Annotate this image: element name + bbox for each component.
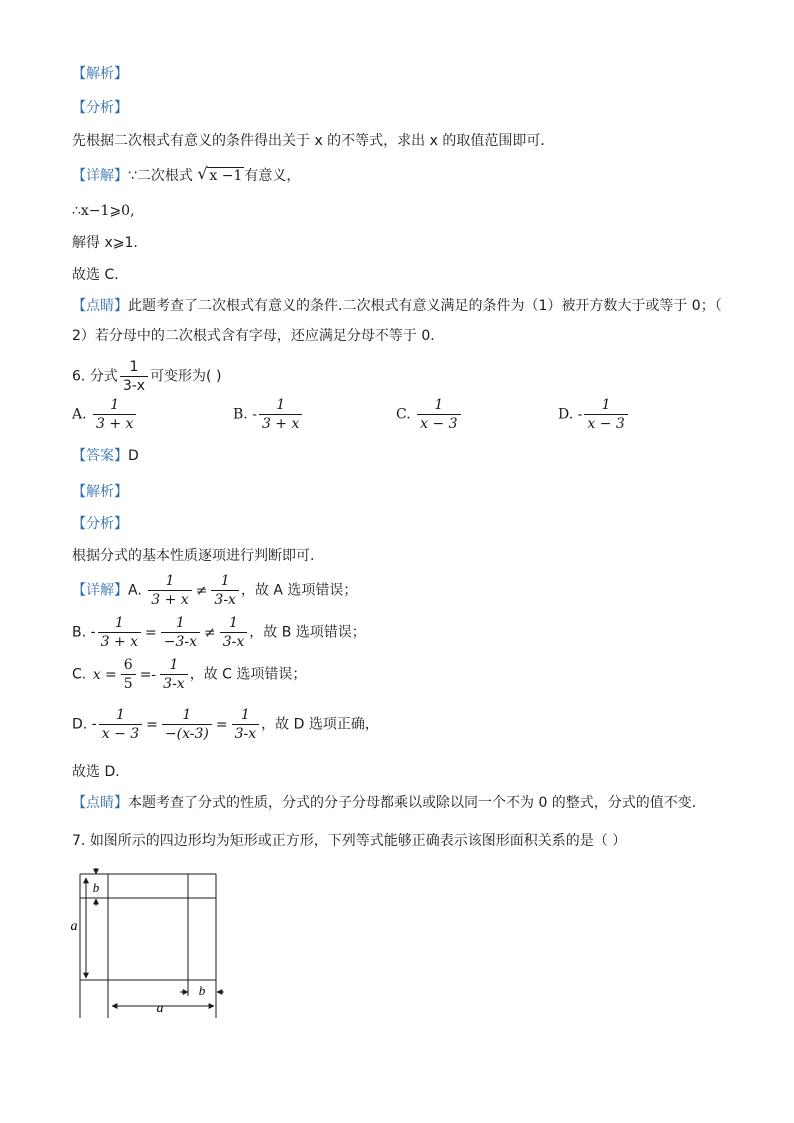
q5-xiangjie-line [72, 166, 300, 186]
q6-detail-c: C. x = $\frac{6}{5}$ =- $\frac{1}{3-x}$ ，故 C 选项错误； [72, 657, 307, 692]
q6-stem-fraction: $\frac{1}{3-x}$ [120, 358, 148, 395]
q6-answer-line [72, 446, 139, 466]
q5-dianjing-text1: 此题考查了二次根式有意义的条件.二次根式有意义满足的条件为（1）被开方数大于或等于 0；（ [128, 298, 722, 314]
q6-stem-post: 可变形为( ) [150, 368, 222, 385]
q6-dianjing-line [72, 793, 706, 813]
option-fraction: $\frac{1}{x - 3}$ [584, 396, 627, 433]
q6-daan-label: 【答案】 [72, 448, 128, 464]
q6-option-c: C. $\frac{1}{x - 3}$ [396, 396, 463, 433]
q6-stem-pre: 分式 [89, 368, 118, 385]
q6-dianjing-text: 本题考查了分式的性质，分式的分子分母都乘以或除以同一个不为 0 的整式，分式的值不变． [128, 795, 706, 811]
q6-stem [72, 358, 221, 395]
label-b-right: b [198, 983, 206, 998]
label-a-bottom: a [156, 1001, 164, 1016]
q6-option-a: A. $\frac{1}{3 + x}$ [72, 396, 138, 433]
q5-jiexi-label: 【解析】 [72, 66, 128, 82]
q5-dianjing-label: 【点睛】 [72, 298, 128, 314]
q6-detail-b: B. - $\frac{1}{3 + x}$ = $\frac{1}{-3-x}$ ≠ $\frac{1}{3-x}$ ，故 B 选项错误； [72, 615, 366, 650]
q5-step2: 解得 x⩾1. [72, 235, 138, 251]
option-fraction: $\frac{1}{3 + x}$ [259, 396, 302, 433]
q6-option-b: B. - $\frac{1}{3 + x}$ [233, 396, 304, 433]
q5-step3: 故选 C. [72, 267, 119, 283]
q5-step1: ∴x−1⩾0, [72, 203, 135, 219]
q7-stem [72, 831, 626, 851]
q5-xiangjie-pre: ∵二次根式 [128, 168, 193, 184]
q6-fenxi-text: 根据分式的基本性质逐项进行判断即可. [72, 548, 315, 564]
q6-fenxi-label: 【分析】 [72, 516, 128, 532]
q6-guxuan: 故选 D. [72, 764, 120, 780]
q6-jiexi-label: 【解析】 [72, 484, 128, 500]
q6-detail-d: D. - $\frac{1}{x - 3}$ = $\frac{1}{-(x-3)}$ = $\frac{1}{3-x}$ ，故 D 选项正确， [72, 707, 379, 742]
q5-xiangjie-label: 【详解】 [72, 168, 128, 184]
label-a-left: a [70, 919, 78, 934]
sqrt-expression: √ x −1 [197, 164, 243, 184]
q6-number: 6. [72, 368, 86, 385]
q5-dianjing-line [72, 296, 722, 316]
option-fraction: $\frac{1}{x - 3}$ [417, 396, 460, 433]
q6-answer-value: D [128, 448, 139, 464]
q6-option-d: D. - $\frac{1}{x - 3}$ [558, 396, 630, 433]
q7-number: 7. [72, 833, 86, 849]
q6-dianjing-label: 【点睛】 [72, 795, 128, 811]
label-b-top: b [92, 880, 100, 895]
q5-dianjing-text2: 2）若分母中的二次根式含有字母，还应满足分母不等于 0. [72, 328, 435, 344]
q6-detail-a: 【详解】A. $\frac{1}{3 + x}$ ≠ $\frac{1}{3-x}$ ，故 A 选项错误； [72, 573, 358, 608]
q5-xiangjie-post: 有意义， [244, 168, 301, 184]
q5-fenxi-label: 【分析】 [72, 100, 128, 116]
q7-stem-text: 如图所示的四边形均为矩形或正方形，下列等式能够正确表示该图形面积关系的是（ ） [89, 833, 627, 849]
square-diagram [70, 866, 230, 1026]
q5-fenxi-text: 先根据二次根式有意义的条件得出关于 x 的不等式，求出 x 的取值范围即可． [72, 133, 555, 149]
option-fraction: $\frac{1}{3 + x}$ [93, 396, 136, 433]
